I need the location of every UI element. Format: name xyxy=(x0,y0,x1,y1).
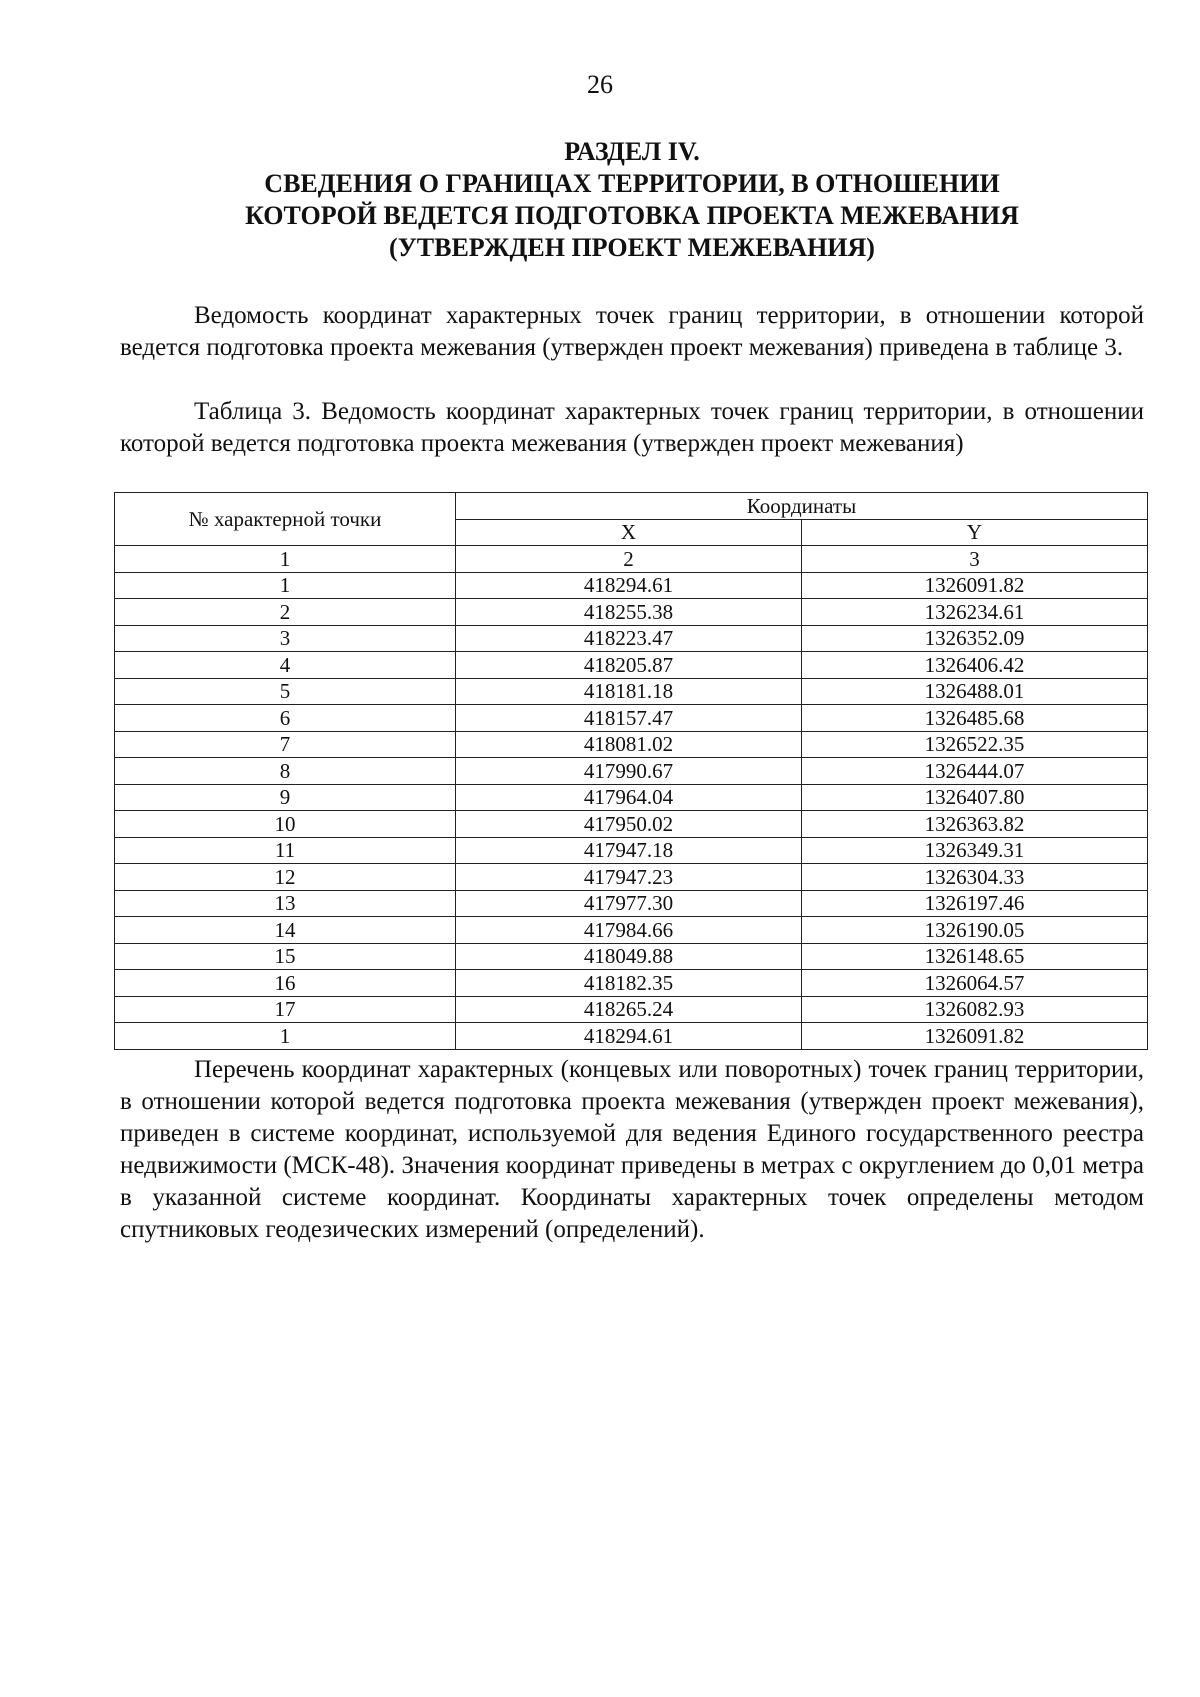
column-number-row xyxy=(115,546,1148,573)
point-number-cell: 2 xyxy=(115,599,456,626)
table-row xyxy=(115,678,1148,705)
section-heading xyxy=(120,136,1144,264)
x-coordinate-cell: 418255.38 xyxy=(456,599,802,626)
x-coordinate-cell: 417947.18 xyxy=(456,837,802,864)
y-coordinate-cell: 1326091.82 xyxy=(802,572,1148,599)
closing-paragraph: Перечень координат характерных (концевых или поворотных) точек границ территории, в отношении которой ведется подготовка проекта межевания (утвержден проект межевания), приведен в системе координат, используемой для ведения Единого государственного реестра недвижимости (МСК-48). Значения координат приведены в метрах с округлением до 0,01 метра в указанной системе координат. Координаты характерных точек определены методом спутниковых геодезических измерений (определений). xyxy=(120,1056,1144,1243)
table-row xyxy=(115,837,1148,864)
table-row xyxy=(115,625,1148,652)
y-coordinate-cell: 1326407.80 xyxy=(802,784,1148,811)
point-number-cell: 13 xyxy=(115,890,456,917)
point-number-cell: 3 xyxy=(115,625,456,652)
table-row xyxy=(115,705,1148,732)
y-coordinate-cell: 1326190.05 xyxy=(802,917,1148,944)
x-coordinate-cell: 417984.66 xyxy=(456,917,802,944)
y-coordinate-cell: 1326349.31 xyxy=(802,837,1148,864)
table-row xyxy=(115,599,1148,626)
table-row xyxy=(115,996,1148,1023)
section-title-line-4: (УТВЕРЖДЕН ПРОЕКТ МЕЖЕВАНИЯ) xyxy=(389,233,875,262)
x-coordinate-cell: 418081.02 xyxy=(456,731,802,758)
point-number-cell: 5 xyxy=(115,678,456,705)
section-title-line-1: РАЗДЕЛ IV. xyxy=(564,137,700,166)
y-coordinate-cell: 1326148.65 xyxy=(802,943,1148,970)
y-coordinate-cell: 1326197.46 xyxy=(802,890,1148,917)
y-coordinate-cell: 1326522.35 xyxy=(802,731,1148,758)
table-body xyxy=(115,572,1148,1049)
point-number-cell: 17 xyxy=(115,996,456,1023)
y-coordinate-cell: 1326234.61 xyxy=(802,599,1148,626)
point-number-cell: 1 xyxy=(115,1023,456,1050)
y-coordinate-cell: 1326488.01 xyxy=(802,678,1148,705)
y-coordinate-cell: 1326352.09 xyxy=(802,625,1148,652)
x-coordinate-cell: 418049.88 xyxy=(456,943,802,970)
table-row xyxy=(115,890,1148,917)
point-number-cell: 8 xyxy=(115,758,456,785)
x-coordinate-cell: 417977.30 xyxy=(456,890,802,917)
table-row xyxy=(115,970,1148,997)
point-number-cell: 1 xyxy=(115,572,456,599)
point-number-cell: 14 xyxy=(115,917,456,944)
x-coordinate-cell: 417964.04 xyxy=(456,784,802,811)
table-row xyxy=(115,758,1148,785)
x-coordinate-cell: 418182.35 xyxy=(456,970,802,997)
x-coordinate-cell: 418265.24 xyxy=(456,996,802,1023)
y-coordinate-cell: 1326406.42 xyxy=(802,652,1148,679)
table-row xyxy=(115,784,1148,811)
y-coordinate-cell: 1326091.82 xyxy=(802,1023,1148,1050)
x-coordinate-cell: 417947.23 xyxy=(456,864,802,891)
y-coordinate-cell: 1326444.07 xyxy=(802,758,1148,785)
header-y: Y xyxy=(802,519,1148,546)
point-number-cell: 9 xyxy=(115,784,456,811)
table-row xyxy=(115,652,1148,679)
y-coordinate-cell: 1326064.57 xyxy=(802,970,1148,997)
table-row xyxy=(115,864,1148,891)
table-row xyxy=(115,731,1148,758)
y-coordinate-cell: 1326485.68 xyxy=(802,705,1148,732)
intro-paragraph: Ведомость координат характерных точек границ территории, в отношении которой ведется подготовка проекта межевания (утвержден проект межевания) приведена в таблице 3. xyxy=(120,302,1144,361)
point-number-cell: 7 xyxy=(115,731,456,758)
y-coordinate-cell: 1326304.33 xyxy=(802,864,1148,891)
column-number: 2 xyxy=(456,546,802,573)
x-coordinate-cell: 418223.47 xyxy=(456,625,802,652)
x-coordinate-cell: 417950.02 xyxy=(456,811,802,838)
table-row xyxy=(115,943,1148,970)
header-x: X xyxy=(456,519,802,546)
point-number-cell: 6 xyxy=(115,705,456,732)
table-row xyxy=(115,811,1148,838)
x-coordinate-cell: 418294.61 xyxy=(456,1023,802,1050)
column-number: 3 xyxy=(802,546,1148,573)
table-header-row xyxy=(115,493,1148,520)
header-coordinates: Координаты xyxy=(456,493,1148,520)
point-number-cell: 15 xyxy=(115,943,456,970)
x-coordinate-cell: 418294.61 xyxy=(456,572,802,599)
point-number-cell: 12 xyxy=(115,864,456,891)
point-number-cell: 10 xyxy=(115,811,456,838)
table-caption: Таблица 3. Ведомость координат характерных точек границ территории, в отношении которой ведется подготовка проекта межевания (утвержден проект межевания) xyxy=(120,398,1144,457)
table-row xyxy=(115,917,1148,944)
y-coordinate-cell: 1326082.93 xyxy=(802,996,1148,1023)
table-row xyxy=(115,572,1148,599)
x-coordinate-cell: 418157.47 xyxy=(456,705,802,732)
page-number: 26 xyxy=(587,70,613,99)
section-title-line-2: СВЕДЕНИЯ О ГРАНИЦАХ ТЕРРИТОРИИ, В ОТНОШЕНИИ xyxy=(264,169,1000,198)
point-number-cell: 4 xyxy=(115,652,456,679)
point-number-cell: 16 xyxy=(115,970,456,997)
x-coordinate-cell: 418181.18 xyxy=(456,678,802,705)
section-title-line-3: КОТОРОЙ ВЕДЕТСЯ ПОДГОТОВКА ПРОЕКТА МЕЖЕВАНИЯ xyxy=(245,201,1019,230)
y-coordinate-cell: 1326363.82 xyxy=(802,811,1148,838)
header-point-number: № характерной точки xyxy=(115,493,456,546)
table-row xyxy=(115,1023,1148,1050)
x-coordinate-cell: 417990.67 xyxy=(456,758,802,785)
coordinates-table xyxy=(114,492,1148,1050)
column-number: 1 xyxy=(115,546,456,573)
point-number-cell: 11 xyxy=(115,837,456,864)
x-coordinate-cell: 418205.87 xyxy=(456,652,802,679)
